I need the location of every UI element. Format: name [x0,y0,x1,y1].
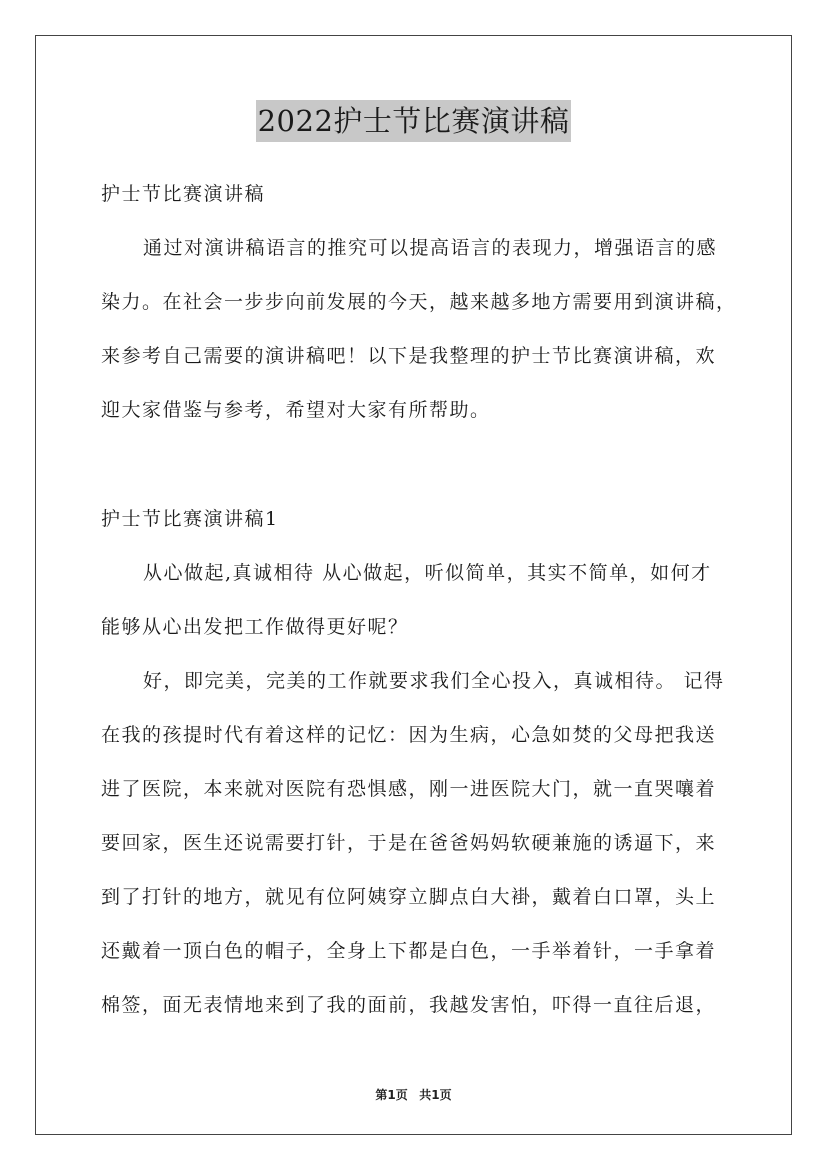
paragraph-line: 要回家，医生还说需要打针，于是在爸爸妈妈软硬兼施的诱逼下，来 [101,832,717,854]
page-total: 共1页 [419,1088,452,1102]
paragraph-line: 好，即完美，完美的工作就要求我们全心投入，真诚相待。 记得 [143,670,725,692]
paragraph-line: 在我的孩提时代有着这样的记忆：因为生病，心急如焚的父母把我送 [101,724,717,746]
paragraph-line: 来参考自己需要的演讲稿吧！以下是我整理的护士节比赛演讲稿，欢 [101,345,717,367]
page-footer [0,1086,827,1103]
title-wrap [0,100,827,142]
paragraph-line: 能够从心出发把工作做得更好呢？ [101,616,409,638]
paragraph-line: 染力。在社会一步步向前发展的今天，越来越多地方需要用到演讲稿， [101,291,737,313]
intro-heading: 护士节比赛演讲稿 [101,183,266,205]
paragraph-line: 到了打针的地方，就见有位阿姨穿立脚点白大褂，戴着白口罩，头上 [101,886,717,908]
paragraph-line: 进了医院，本来就对医院有恐惧感，刚一进医院大门，就一直哭嚷着 [101,778,717,800]
paragraph-line: 棉签，面无表情地来到了我的面前，我越发害怕，吓得一直往后退， [101,994,717,1016]
paragraph-line: 还戴着一顶白色的帽子，全身上下都是白色，一手举着针，一手拿着 [101,940,717,962]
paragraph-line: 从心做起,真诚相待 从心做起，听似简单，其实不简单，如何才 [143,562,712,584]
page-number: 第1页 [375,1088,408,1102]
paragraph-line: 迎大家借鉴与参考，希望对大家有所帮助。 [101,399,491,421]
document-title: 2022护士节比赛演讲稿 [256,100,572,142]
section-heading: 护士节比赛演讲稿1 [101,508,279,530]
paragraph-line: 通过对演讲稿语言的推究可以提高语言的表现力，增强语言的感 [143,237,718,259]
